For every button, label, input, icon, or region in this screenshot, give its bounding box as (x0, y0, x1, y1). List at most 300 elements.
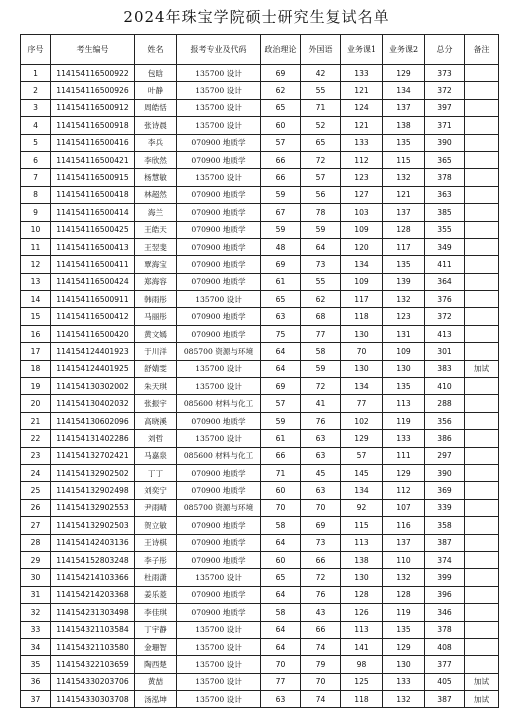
cell-name: 汤泓坤 (135, 691, 177, 708)
cell-course-1: 145 (341, 464, 383, 481)
cell-index: 21 (21, 412, 51, 429)
cell-exam-id: 114154321103584 (51, 621, 135, 638)
header-index: 序号 (21, 35, 51, 65)
cell-course-1: 134 (341, 256, 383, 273)
table-row (21, 65, 499, 82)
cell-politics: 66 (261, 151, 301, 168)
cell-politics: 67 (261, 204, 301, 221)
cell-foreign-language: 59 (301, 221, 341, 238)
table-row (21, 308, 499, 325)
table-row (21, 169, 499, 186)
cell-major: 070900 地质学 (177, 517, 261, 534)
cell-exam-id: 114154130402032 (51, 395, 135, 412)
cell-course-2: 128 (383, 586, 425, 603)
cell-foreign-language: 64 (301, 238, 341, 255)
cell-remark (465, 151, 499, 168)
cell-index: 31 (21, 586, 51, 603)
cell-name: 郑海容 (135, 273, 177, 290)
cell-course-1: 123 (341, 169, 383, 186)
cell-name: 舒婧雯 (135, 360, 177, 377)
cell-foreign-language: 76 (301, 412, 341, 429)
cell-course-2: 129 (383, 638, 425, 655)
cell-name: 李欣然 (135, 151, 177, 168)
cell-foreign-language: 78 (301, 204, 341, 221)
header-politics: 政治理论 (261, 35, 301, 65)
cell-total: 387 (425, 534, 465, 551)
table-row (21, 691, 499, 708)
cell-remark: 加试 (465, 691, 499, 708)
cell-name: 马丽彤 (135, 308, 177, 325)
cell-total: 374 (425, 551, 465, 568)
cell-major: 070900 地质学 (177, 586, 261, 603)
cell-politics: 59 (261, 221, 301, 238)
cell-exam-id: 114154321103580 (51, 638, 135, 655)
cell-remark (465, 82, 499, 99)
cell-total: 376 (425, 291, 465, 308)
cell-total: 355 (425, 221, 465, 238)
cell-remark (465, 499, 499, 516)
cell-major: 135700 设计 (177, 291, 261, 308)
cell-course-2: 123 (383, 308, 425, 325)
cell-course-1: 130 (341, 569, 383, 586)
cell-exam-id: 114154116500421 (51, 151, 135, 168)
cell-remark (465, 395, 499, 412)
table-row (21, 499, 499, 516)
cell-course-2: 137 (383, 534, 425, 551)
cell-total: 399 (425, 569, 465, 586)
cell-major: 070900 地质学 (177, 325, 261, 342)
table-row (21, 273, 499, 290)
cell-index: 17 (21, 343, 51, 360)
cell-total: 371 (425, 117, 465, 134)
header-remark: 备注 (465, 35, 499, 65)
cell-politics: 69 (261, 65, 301, 82)
cell-name: 于川洋 (135, 343, 177, 360)
cell-total: 413 (425, 325, 465, 342)
cell-course-1: 70 (341, 343, 383, 360)
cell-total: 397 (425, 99, 465, 116)
cell-politics: 60 (261, 117, 301, 134)
cell-index: 22 (21, 430, 51, 447)
cell-politics: 64 (261, 586, 301, 603)
cell-name: 王皓天 (135, 221, 177, 238)
cell-course-2: 132 (383, 569, 425, 586)
cell-total: 356 (425, 412, 465, 429)
cell-foreign-language: 41 (301, 395, 341, 412)
cell-course-2: 131 (383, 325, 425, 342)
cell-course-1: 113 (341, 534, 383, 551)
cell-name: 王诗棋 (135, 534, 177, 551)
cell-total: 387 (425, 691, 465, 708)
cell-foreign-language: 59 (301, 360, 341, 377)
table-row (21, 134, 499, 151)
cell-name: 杨慧敏 (135, 169, 177, 186)
cell-course-2: 129 (383, 464, 425, 481)
cell-foreign-language: 43 (301, 604, 341, 621)
cell-name: 尹雨晴 (135, 499, 177, 516)
table-row (21, 412, 499, 429)
cell-major: 070900 地质学 (177, 186, 261, 203)
cell-politics: 57 (261, 395, 301, 412)
cell-total: 410 (425, 378, 465, 395)
cell-politics: 70 (261, 499, 301, 516)
cell-remark (465, 378, 499, 395)
cell-major: 135700 设计 (177, 378, 261, 395)
cell-remark (465, 569, 499, 586)
cell-exam-id: 114154132902553 (51, 499, 135, 516)
cell-major: 085700 资源与环境 (177, 499, 261, 516)
cell-name: 周皓恬 (135, 99, 177, 116)
cell-index: 34 (21, 638, 51, 655)
cell-exam-id: 114154214103366 (51, 569, 135, 586)
cell-name: 高晓溪 (135, 412, 177, 429)
cell-total: 372 (425, 82, 465, 99)
cell-name: 覃海宝 (135, 256, 177, 273)
cell-foreign-language: 72 (301, 378, 341, 395)
cell-course-2: 107 (383, 499, 425, 516)
cell-exam-id: 114154132902502 (51, 464, 135, 481)
cell-index: 5 (21, 134, 51, 151)
cell-index: 30 (21, 569, 51, 586)
cell-total: 358 (425, 517, 465, 534)
cell-remark (465, 291, 499, 308)
cell-course-2: 135 (383, 621, 425, 638)
cell-name: 刘奕宁 (135, 482, 177, 499)
cell-exam-id: 114154231303498 (51, 604, 135, 621)
cell-course-2: 117 (383, 238, 425, 255)
cell-course-2: 121 (383, 186, 425, 203)
cell-total: 372 (425, 308, 465, 325)
cell-course-2: 132 (383, 291, 425, 308)
cell-name: 张振宇 (135, 395, 177, 412)
cell-course-1: 109 (341, 273, 383, 290)
cell-index: 3 (21, 99, 51, 116)
cell-major: 070900 地质学 (177, 604, 261, 621)
cell-total: 405 (425, 673, 465, 690)
cell-exam-id: 114154116500424 (51, 273, 135, 290)
cell-politics: 70 (261, 656, 301, 673)
cell-total: 411 (425, 256, 465, 273)
cell-course-1: 134 (341, 482, 383, 499)
cell-politics: 64 (261, 638, 301, 655)
cell-index: 2 (21, 82, 51, 99)
cell-politics: 64 (261, 534, 301, 551)
cell-course-2: 130 (383, 656, 425, 673)
cell-index: 15 (21, 308, 51, 325)
cell-exam-id: 114154132902503 (51, 517, 135, 534)
cell-foreign-language: 52 (301, 117, 341, 134)
cell-name: 叶静 (135, 82, 177, 99)
cell-name: 朱天琪 (135, 378, 177, 395)
cell-foreign-language: 72 (301, 569, 341, 586)
cell-exam-id: 114154116500926 (51, 82, 135, 99)
cell-foreign-language: 72 (301, 151, 341, 168)
cell-major: 135700 设计 (177, 691, 261, 708)
cell-politics: 66 (261, 169, 301, 186)
cell-remark (465, 464, 499, 481)
cell-exam-id: 114154116500918 (51, 117, 135, 134)
cell-exam-id: 114154116500411 (51, 256, 135, 273)
cell-name: 包晗 (135, 65, 177, 82)
cell-total: 373 (425, 65, 465, 82)
table-row (21, 204, 499, 221)
header-total: 总分 (425, 35, 465, 65)
header-foreign-language: 外国语 (301, 35, 341, 65)
cell-politics: 65 (261, 99, 301, 116)
cell-politics: 61 (261, 430, 301, 447)
cell-total: 390 (425, 134, 465, 151)
table-row (21, 343, 499, 360)
cell-course-2: 137 (383, 99, 425, 116)
cell-course-1: 133 (341, 65, 383, 82)
cell-course-1: 129 (341, 430, 383, 447)
cell-remark (465, 621, 499, 638)
cell-index: 16 (21, 325, 51, 342)
cell-remark (465, 99, 499, 116)
table-row (21, 82, 499, 99)
cell-major: 070900 地质学 (177, 482, 261, 499)
cell-total: 364 (425, 273, 465, 290)
cell-index: 7 (21, 169, 51, 186)
table-row (21, 256, 499, 273)
cell-remark (465, 343, 499, 360)
cell-course-2: 129 (383, 65, 425, 82)
cell-course-1: 126 (341, 604, 383, 621)
cell-course-1: 141 (341, 638, 383, 655)
cell-politics: 48 (261, 238, 301, 255)
cell-remark (465, 204, 499, 221)
cell-politics: 58 (261, 517, 301, 534)
cell-course-2: 135 (383, 256, 425, 273)
table-row (21, 586, 499, 603)
cell-major: 070900 地质学 (177, 551, 261, 568)
cell-major: 135700 设计 (177, 621, 261, 638)
cell-foreign-language: 58 (301, 343, 341, 360)
cell-course-1: 77 (341, 395, 383, 412)
cell-major: 085600 材料与化工 (177, 447, 261, 464)
cell-politics: 75 (261, 325, 301, 342)
cell-major: 135700 设计 (177, 99, 261, 116)
table-row (21, 395, 499, 412)
cell-course-1: 125 (341, 673, 383, 690)
cell-politics: 60 (261, 482, 301, 499)
table-row (21, 238, 499, 255)
cell-index: 1 (21, 65, 51, 82)
cell-course-1: 121 (341, 82, 383, 99)
cell-exam-id: 114154132902498 (51, 482, 135, 499)
table-row (21, 673, 499, 690)
cell-foreign-language: 68 (301, 308, 341, 325)
cell-index: 32 (21, 604, 51, 621)
table-row (21, 151, 499, 168)
cell-total: 365 (425, 151, 465, 168)
cell-remark (465, 273, 499, 290)
table-row (21, 656, 499, 673)
cell-name: 黄文嫣 (135, 325, 177, 342)
cell-course-2: 134 (383, 82, 425, 99)
cell-name: 丁丁 (135, 464, 177, 481)
cell-course-2: 111 (383, 447, 425, 464)
cell-foreign-language: 71 (301, 99, 341, 116)
cell-index: 11 (21, 238, 51, 255)
cell-name: 杜雨潇 (135, 569, 177, 586)
cell-foreign-language: 42 (301, 65, 341, 82)
cell-foreign-language: 74 (301, 691, 341, 708)
cell-politics: 61 (261, 273, 301, 290)
header-name: 姓名 (135, 35, 177, 65)
cell-name: 海兰 (135, 204, 177, 221)
cell-index: 29 (21, 551, 51, 568)
cell-course-1: 92 (341, 499, 383, 516)
cell-exam-id: 114154124401925 (51, 360, 135, 377)
table-row (21, 291, 499, 308)
cell-name: 韩雨彤 (135, 291, 177, 308)
cell-total: 385 (425, 204, 465, 221)
table-row (21, 325, 499, 342)
cell-course-2: 135 (383, 378, 425, 395)
cell-name: 李子彤 (135, 551, 177, 568)
cell-foreign-language: 66 (301, 621, 341, 638)
cell-index: 28 (21, 534, 51, 551)
cell-total: 346 (425, 604, 465, 621)
cell-foreign-language: 74 (301, 638, 341, 655)
cell-total: 349 (425, 238, 465, 255)
cell-remark (465, 604, 499, 621)
cell-course-2: 110 (383, 551, 425, 568)
cell-major: 135700 设计 (177, 656, 261, 673)
cell-course-1: 121 (341, 117, 383, 134)
cell-remark (465, 638, 499, 655)
cell-index: 27 (21, 517, 51, 534)
cell-course-2: 133 (383, 430, 425, 447)
cell-index: 8 (21, 186, 51, 203)
cell-major: 070900 地质学 (177, 273, 261, 290)
cell-course-1: 128 (341, 586, 383, 603)
cell-course-1: 130 (341, 360, 383, 377)
cell-remark (465, 412, 499, 429)
cell-major: 135700 设计 (177, 169, 261, 186)
cell-remark (465, 169, 499, 186)
cell-course-2: 130 (383, 360, 425, 377)
table-row (21, 551, 499, 568)
cell-politics: 60 (261, 551, 301, 568)
cell-major: 070900 地质学 (177, 134, 261, 151)
cell-foreign-language: 55 (301, 273, 341, 290)
cell-major: 085600 材料与化工 (177, 395, 261, 412)
table-row (21, 517, 499, 534)
cell-index: 9 (21, 204, 51, 221)
cell-major: 070900 地质学 (177, 308, 261, 325)
cell-course-2: 137 (383, 204, 425, 221)
cell-foreign-language: 63 (301, 430, 341, 447)
cell-politics: 71 (261, 464, 301, 481)
cell-total: 378 (425, 621, 465, 638)
cell-course-1: 112 (341, 151, 383, 168)
cell-foreign-language: 73 (301, 256, 341, 273)
cell-major: 070900 地质学 (177, 464, 261, 481)
cell-major: 135700 设计 (177, 569, 261, 586)
cell-remark (465, 551, 499, 568)
cell-index: 23 (21, 447, 51, 464)
cell-exam-id: 114154214203368 (51, 586, 135, 603)
cell-name: 王翌斐 (135, 238, 177, 255)
cell-foreign-language: 65 (301, 134, 341, 151)
cell-exam-id: 114154330203706 (51, 673, 135, 690)
cell-politics: 69 (261, 378, 301, 395)
cell-remark (465, 186, 499, 203)
cell-major: 135700 设计 (177, 65, 261, 82)
cell-exam-id: 114154152803248 (51, 551, 135, 568)
cell-remark (465, 117, 499, 134)
cell-course-1: 117 (341, 291, 383, 308)
cell-politics: 62 (261, 82, 301, 99)
cell-remark: 加试 (465, 673, 499, 690)
cell-course-2: 113 (383, 395, 425, 412)
cell-course-1: 133 (341, 134, 383, 151)
cell-course-1: 98 (341, 656, 383, 673)
cell-index: 18 (21, 360, 51, 377)
cell-politics: 57 (261, 134, 301, 151)
cell-name: 刘哲 (135, 430, 177, 447)
cell-politics: 64 (261, 343, 301, 360)
cell-course-1: 103 (341, 204, 383, 221)
table-row (21, 464, 499, 481)
cell-total: 396 (425, 586, 465, 603)
cell-total: 408 (425, 638, 465, 655)
table-row (21, 378, 499, 395)
cell-remark (465, 517, 499, 534)
cell-remark (465, 221, 499, 238)
cell-politics: 64 (261, 360, 301, 377)
header-course-1: 业务课1 (341, 35, 383, 65)
cell-foreign-language: 77 (301, 325, 341, 342)
cell-index: 6 (21, 151, 51, 168)
cell-course-2: 133 (383, 673, 425, 690)
cell-index: 12 (21, 256, 51, 273)
cell-politics: 59 (261, 186, 301, 203)
cell-remark (465, 430, 499, 447)
candidate-table (20, 34, 499, 708)
cell-course-1: 120 (341, 238, 383, 255)
cell-remark (465, 238, 499, 255)
cell-course-2: 119 (383, 604, 425, 621)
cell-name: 金珊智 (135, 638, 177, 655)
cell-course-2: 139 (383, 273, 425, 290)
cell-exam-id: 114154322103659 (51, 656, 135, 673)
cell-index: 24 (21, 464, 51, 481)
cell-total: 378 (425, 169, 465, 186)
cell-remark (465, 134, 499, 151)
cell-major: 135700 设计 (177, 117, 261, 134)
cell-total: 288 (425, 395, 465, 412)
cell-foreign-language: 55 (301, 82, 341, 99)
cell-total: 339 (425, 499, 465, 516)
cell-major: 070900 地质学 (177, 238, 261, 255)
cell-exam-id: 114154130602096 (51, 412, 135, 429)
cell-major: 135700 设计 (177, 638, 261, 655)
cell-index: 37 (21, 691, 51, 708)
cell-index: 10 (21, 221, 51, 238)
cell-remark (465, 656, 499, 673)
cell-major: 070900 地质学 (177, 151, 261, 168)
table-row (21, 569, 499, 586)
table-row (21, 604, 499, 621)
table-row (21, 99, 499, 116)
cell-politics: 69 (261, 256, 301, 273)
cell-course-1: 130 (341, 325, 383, 342)
cell-major: 070900 地质学 (177, 204, 261, 221)
cell-politics: 77 (261, 673, 301, 690)
